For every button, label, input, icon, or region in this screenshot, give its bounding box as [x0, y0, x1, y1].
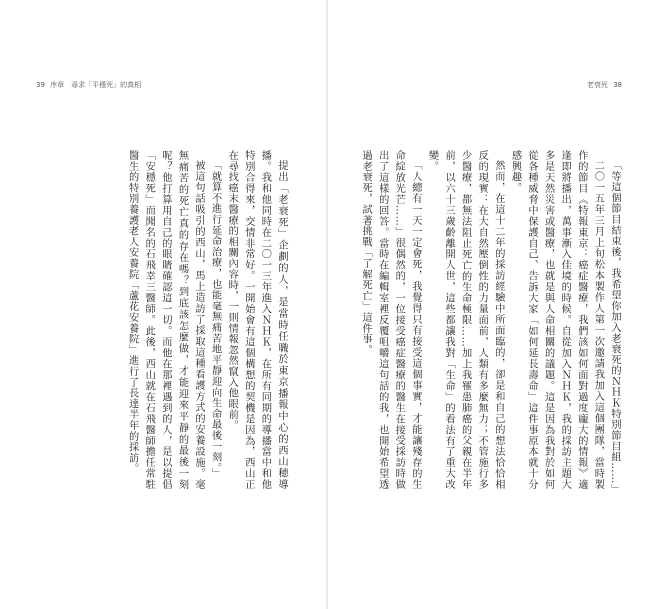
- right-book-title: 老衰死: [586, 81, 608, 89]
- left-running-head: [33, 80, 141, 90]
- right-page-number: 38: [613, 81, 622, 89]
- paragraph: 提出「老衰死」企劃的人，是當時任職於東京播報中心的西山穂導播。我和他同時在二〇一三年進入ＮＨＫ，在所有同期的導播當中和他特別合得來，交情非常好。一開始會有這個構想的契機是因為，西山正在尋找癌末醫療的相關內容時，一則情報忽然竄入他眼前。: [226, 150, 287, 490]
- paragraph: 被這句話吸引的西山，馬上造訪了採取這種看護方式的安養設施。毫無痛苦的死亡真的存在嗎？到底該怎麼做，才能迎來平靜的最後一刻呢？他打算用自己的眼睛確認這一切。而他在那裡遇到的人，是以提倡「安穩死」而聞名的石飛幸三醫師。此後，西山就在石飛醫師擔任常駐醫生的特別養護老人安養院「蘆花安養院」進行了長達半年的採訪。: [126, 150, 205, 490]
- right-page: [328, 0, 655, 609]
- left-page: [0, 0, 327, 609]
- left-chapter-title: 序章 尋求「平穩死」的真相: [50, 81, 142, 89]
- paragraph: 「就算不進行延命治療，也能毫無痛苦地平靜迎向生命最後一刻。」: [209, 160, 221, 480]
- paragraph: 然而，在這十二年的採訪經驗中所面臨的，卻是和自己的想法恰恰相反的現實：在大自然壓倒性的力量面前，人類有多麼無力；不管施行多少醫療，都無法阻止死亡的生命極限……加上我罹患肺癌的父親在半年前，以六十三歲齡離開人世，這些都讓我對「生命」的看法有了重大改變。: [426, 150, 504, 490]
- paragraph: 「等這個節目結束後，我希望你加入老衰死的ＮＨＫ特別節目組……」: [609, 160, 620, 495]
- right-body-text: [360, 150, 622, 495]
- left-page-number: 39: [36, 81, 45, 89]
- paragraph: 二〇一五年三月上旬松本製作人第一次邀請我加入這個團隊，當時製作的節目《特報東京：癌症醫療，我們該如何面對過度龐大的情報》適逢即將播出，萬事漸入佳境的時候。自從加入ＮＨＫ，我的採訪主題大多是天然災害或醫療，也就是與人命相關的議題。這是因為我對於如何從各種威脅中保護自己、告訴大家「如何延長壽命」這件事原本就十分感興趣。: [509, 150, 604, 490]
- paragraph: 「人總有一天一定會死，我覺得只有接受這個事實，才能讓殘存的生命綻放光芒……」很偶然的，一位接受癌症醫療的醫生在接受採訪時做出了這樣的回答。當時在編輯室裡反覆咀嚼這句話的我，也開始希望透過老衰死，試著挑戰「了解死亡」這件事。: [360, 150, 421, 490]
- right-running-head: [587, 80, 625, 90]
- left-body-text: [43, 150, 289, 490]
